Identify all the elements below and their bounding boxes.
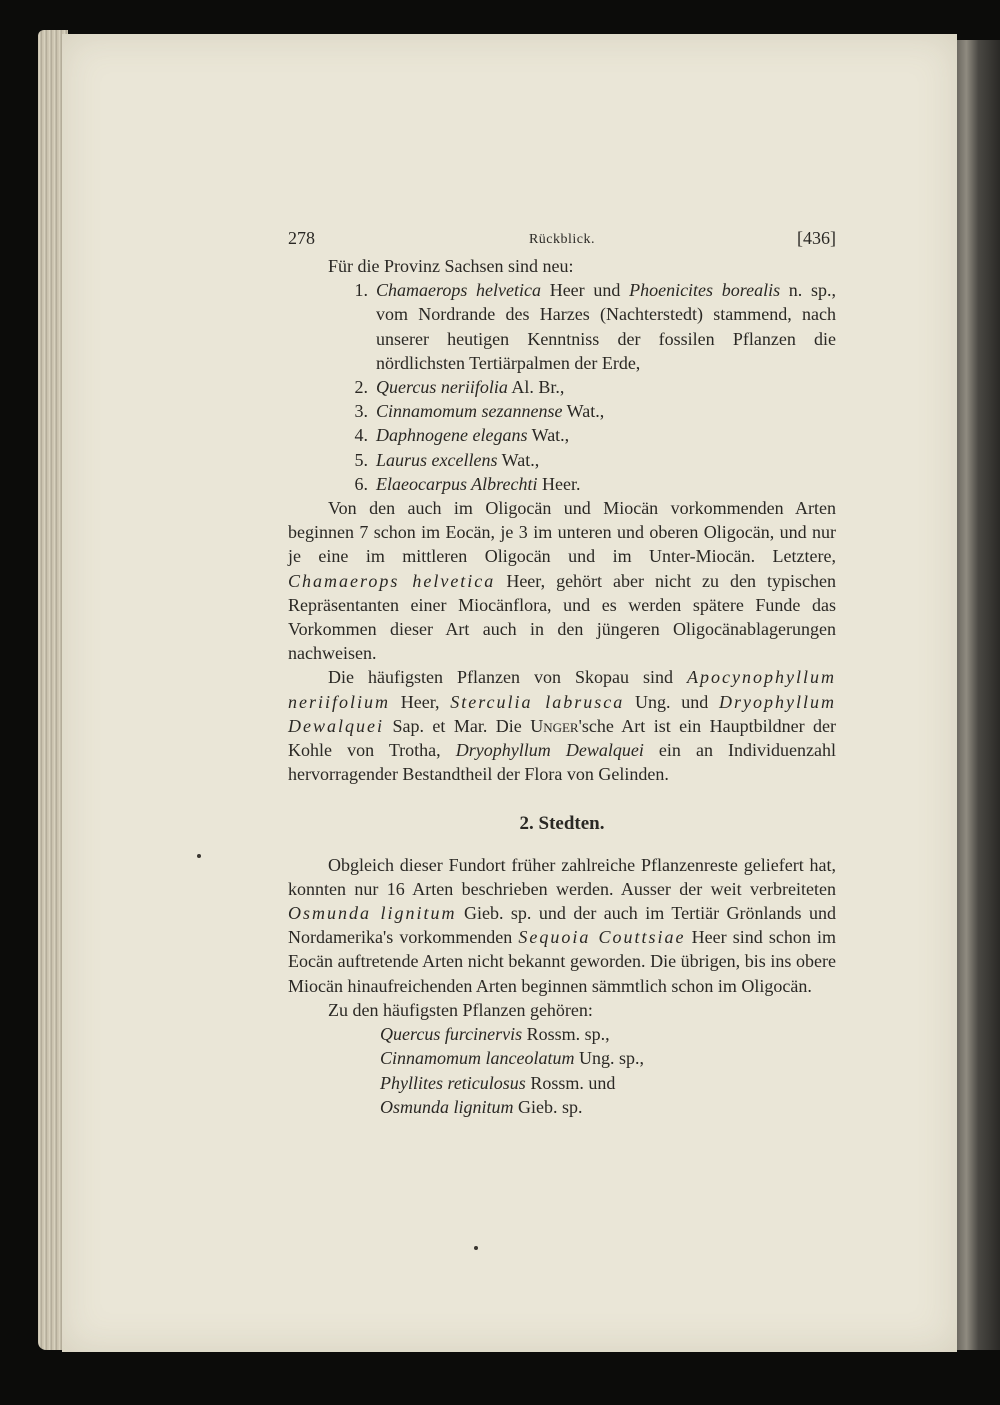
list-text	[376, 423, 836, 447]
running-title: Rückblick.	[528, 232, 596, 247]
list-text	[376, 448, 836, 472]
list-text	[376, 399, 836, 423]
list-text	[376, 472, 836, 496]
list-text	[376, 375, 836, 399]
species-name: Elaeocarpus Albrechti	[376, 473, 538, 494]
text-part: Obgleich dieser Fundort früher zahlreiche Pflanzenreste geliefert hat, konnten nur 16 Arten beschrieben werden. Ausser der weit verbreiteten	[288, 854, 836, 899]
page-header	[288, 226, 836, 254]
list-text-part: n. sp., vom Nordrande des Harzes (Nachterstedt) stammend, nach unserer heutigen Kenntniss der fossilen Pflanzen die nördlichsten Tertiärpalmen der Erde,	[376, 280, 836, 373]
species-name: Cinnamomum lanceolatum	[380, 1048, 575, 1069]
text-part: Von den auch im Oligocän und Miocän vorkommenden Arten beginnen 7 schon im Eocän, je 3 im unteren und oberen Oligocän, und nur je eine im mittleren Oligocän und im Unter-Miocän. Letztere,	[288, 498, 836, 567]
speck-mark	[474, 1246, 478, 1250]
plant-item	[288, 1046, 836, 1070]
text-part: Gieb. sp. und der auch im Tertiär Grönlands und Nordamerika's vorkommenden	[288, 903, 837, 948]
species-name: Dryophyllum Dewalquei	[288, 691, 836, 736]
paragraph-stedten	[288, 853, 836, 998]
species-name: Apocynophyllum neriifolium	[288, 667, 836, 712]
species-name: Chamaerops helvetica	[376, 280, 541, 301]
page-number: 278	[288, 228, 315, 248]
species-name: Phoenicites borealis	[629, 280, 781, 301]
plant-item	[288, 1022, 836, 1046]
species-name: Sterculia labrusca	[450, 691, 625, 712]
bracket-page-number: [436]	[797, 228, 836, 248]
species-name: Dryophyllum Dewalquei	[455, 740, 644, 761]
list-text-part: Heer und	[541, 280, 630, 301]
plant-item	[288, 1095, 836, 1119]
species-name: Osmunda lignitum	[288, 903, 457, 924]
text-part: Gieb. sp.	[513, 1096, 583, 1117]
list-item	[288, 278, 836, 375]
text-part: Ung. sp.,	[574, 1048, 644, 1069]
species-name: Phyllites reticulosus	[380, 1072, 526, 1093]
species-name: Sequoia Couttsiae	[518, 927, 686, 948]
species-name: Laurus excellens	[376, 449, 498, 470]
text-part: 'sche Art ist ein Hauptbildner der Kohle von Trotha,	[288, 715, 836, 761]
section-heading: 2. Stedten.	[519, 813, 605, 835]
book-edge-right	[952, 40, 1000, 1350]
paragraph-haeufigste: Zu den häufigsten Pflanzen gehören:	[328, 999, 593, 1020]
paragraph-skopau	[288, 665, 836, 786]
list-number: 1.	[354, 280, 368, 301]
list-item	[288, 375, 836, 399]
list-item	[288, 423, 836, 447]
species-name: Chamaerops helvetica	[288, 570, 496, 591]
list-number: 4.	[354, 425, 368, 446]
list-item	[288, 472, 836, 496]
text-part: Heer,	[390, 691, 451, 712]
intro-line: Für die Provinz Sachsen sind neu:	[328, 256, 574, 276]
list-text-part: Wat.,	[527, 425, 570, 446]
list-number: 2.	[354, 377, 368, 398]
species-name: Cinnamomum sezannense	[376, 401, 563, 422]
text-part: Rossm. sp.,	[522, 1024, 610, 1045]
list-text	[376, 278, 836, 375]
list-text-part: Wat.,	[562, 401, 605, 422]
species-list	[288, 278, 836, 496]
list-text-part: Al. Br.,	[507, 377, 565, 398]
speck-mark	[197, 854, 201, 858]
text-part: Heer sind schon im Eocän auftretende Arten nicht bekannt geworden. Die übrigen, bis ins obere Miocän hinaufreichenden Arten beginnen sämmtlich schon im Oligocän.	[288, 927, 836, 996]
list-text-part: Wat.,	[497, 449, 540, 470]
author-name: Unger	[530, 715, 579, 736]
text-part: ein an Individuenzahl hervorragender Bestandtheil der Flora von Gelinden.	[288, 740, 837, 785]
page-content	[288, 226, 836, 1119]
text-part: Ung. und	[624, 691, 720, 712]
text-part: Sap. et Mar. Die	[384, 715, 531, 736]
list-number: 6.	[354, 473, 368, 494]
species-name: Daphnogene elegans	[376, 425, 528, 446]
text-part: Die häufigsten Pflanzen von Skopau sind	[328, 667, 688, 688]
list-item	[288, 448, 836, 472]
list-number: 5.	[354, 449, 368, 470]
paragraph-oligocaen	[288, 496, 836, 665]
list-number: 3.	[354, 401, 368, 422]
species-name: Osmunda lignitum	[380, 1096, 514, 1117]
text-part: Rossm. und	[525, 1072, 616, 1093]
list-item	[288, 399, 836, 423]
list-text-part: Heer.	[537, 473, 581, 494]
plant-list	[288, 1022, 836, 1119]
plant-item	[288, 1071, 836, 1095]
text-part: Heer, gehört aber nicht zu den typischen Repräsentanten einer Miocänflora, und es werden spätere Funde das Vorkommen dieser Art auch in den jüngeren Oligocänablagerungen nachweisen.	[288, 570, 837, 664]
species-name: Quercus furcinervis	[380, 1024, 523, 1045]
species-name: Quercus neriifolia	[376, 377, 508, 398]
